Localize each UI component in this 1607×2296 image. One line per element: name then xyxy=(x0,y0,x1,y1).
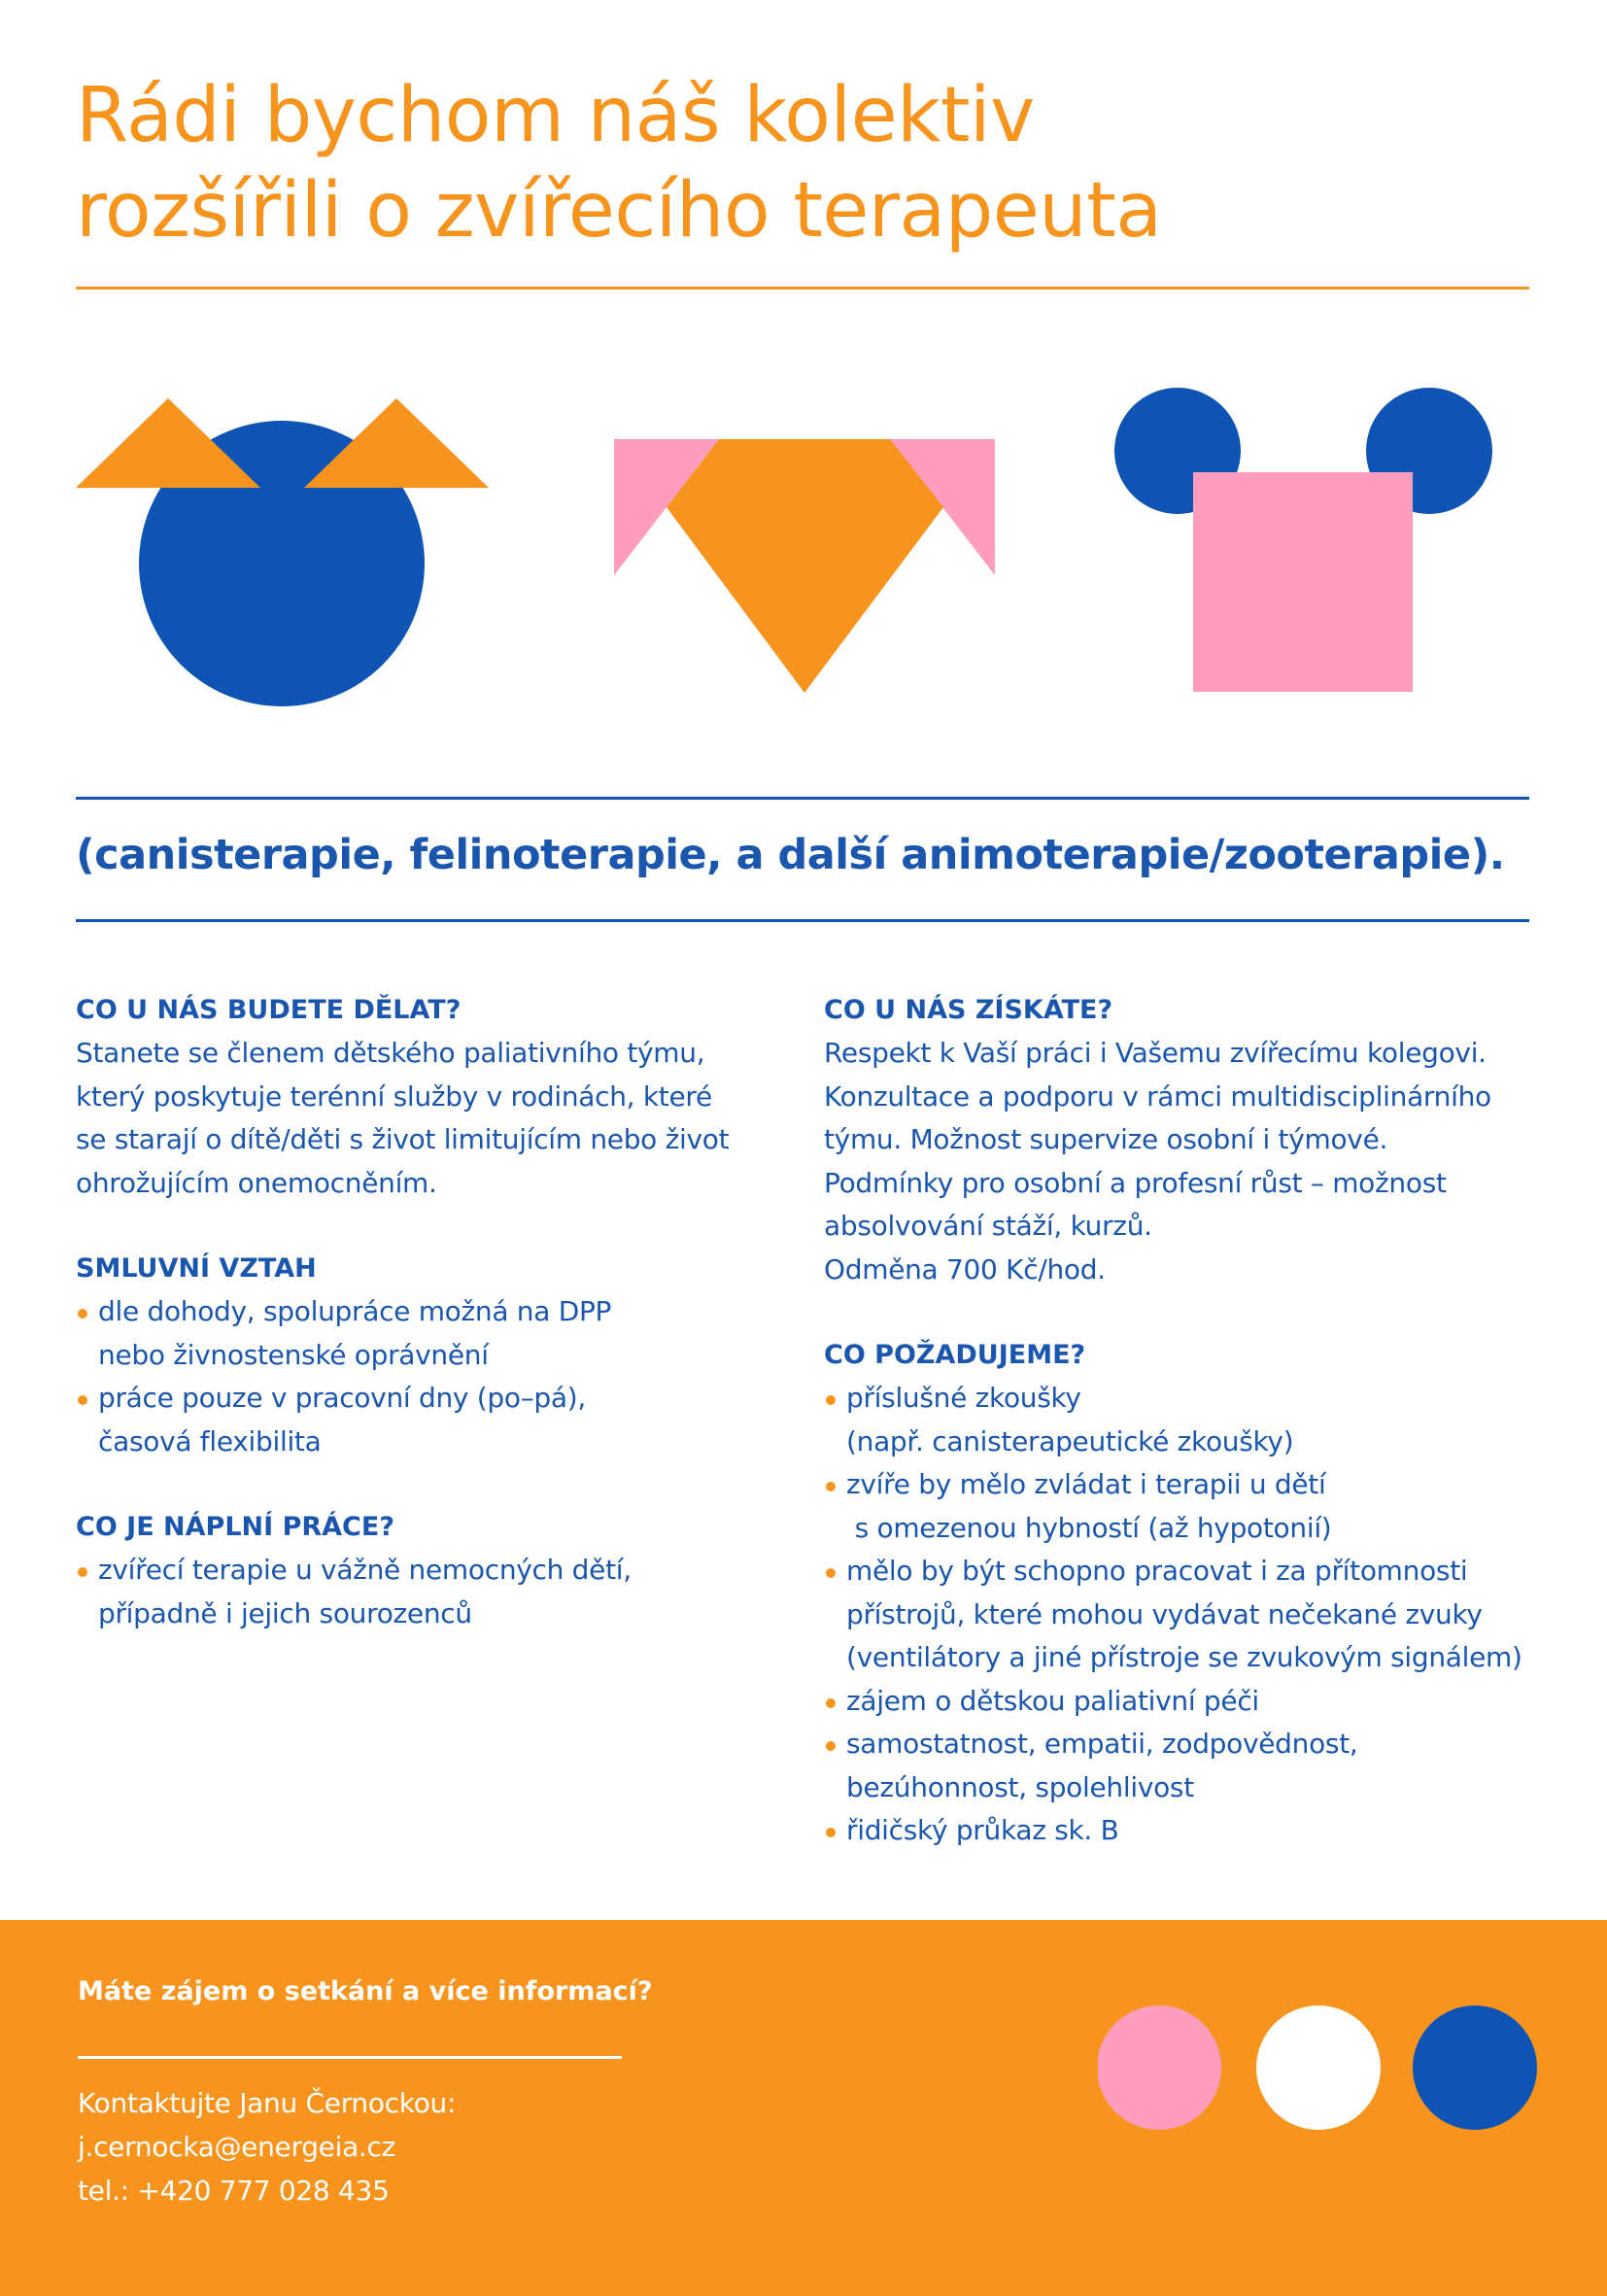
paragraph-line: ohrožujícím onemocněním. xyxy=(76,1166,437,1199)
paragraph-line: Odměna 700 Kč/hod. xyxy=(824,1252,1106,1285)
section-heading: CO U NÁS ZÍSKÁTE? xyxy=(824,995,1113,1025)
cat-head-orange xyxy=(667,439,943,693)
bullet-dot-icon xyxy=(78,1309,87,1319)
section-requirements xyxy=(824,1334,1543,1853)
decorative-circles xyxy=(1098,2005,1545,2142)
footer-divider xyxy=(78,2056,622,2059)
list-item-line: (ventilátory a jiné přístroje se zvukovým signálem) xyxy=(846,1641,1522,1673)
therapy-types-subtitle: (canisterapie, felinoterapie, a další animoterapie/zooterapie). xyxy=(76,831,1505,879)
subtitle-top-divider xyxy=(76,797,1529,800)
bullet-dot-icon xyxy=(826,1482,836,1491)
list-item-line: přístrojů, které mohou vydávat nečekané zvuky xyxy=(846,1597,1483,1630)
list-item xyxy=(824,1680,1543,1724)
list-item xyxy=(824,1377,1543,1463)
list-item-line: příslušné zkoušky xyxy=(846,1382,1081,1414)
section-heading: CO JE NÁPLNÍ PRÁCE? xyxy=(76,1512,394,1542)
section-heading: SMLUVNÍ VZTAH xyxy=(76,1253,317,1284)
page-title xyxy=(76,68,1162,258)
paragraph-line: Stanete se členem dětského paliativního týmu, xyxy=(76,1037,705,1069)
bullet-dot-icon xyxy=(826,1568,836,1578)
section-heading: CO U NÁS BUDETE DĚLAT? xyxy=(76,995,462,1025)
bullet-dot-icon xyxy=(826,1395,836,1405)
contact-email-link[interactable]: j.cernocka@energeia.cz xyxy=(78,2131,396,2163)
contact-label: Kontaktujte Janu Černockou: xyxy=(78,2087,457,2119)
right-column xyxy=(824,989,1543,1896)
bullet-dot-icon xyxy=(78,1395,87,1405)
list-item-line: bezúhonnost, spolehlivost xyxy=(846,1770,1194,1803)
paragraph-line: absolvování stáží, kurzů. xyxy=(824,1210,1152,1242)
contact-footer xyxy=(0,1920,1607,2296)
list-item xyxy=(824,1550,1543,1680)
list-item xyxy=(824,1809,1543,1853)
bullet-dot-icon xyxy=(78,1567,87,1577)
list-item xyxy=(824,1463,1543,1550)
contact-details xyxy=(78,2081,456,2212)
list-item-line: časová flexibilita xyxy=(98,1424,322,1457)
section-job-content xyxy=(76,1506,775,1635)
paragraph-line: se starají o dítě/děti s život limitujícím nebo život xyxy=(76,1123,730,1155)
bullet-dot-icon xyxy=(826,1741,836,1751)
section-what-you-will-do xyxy=(76,989,775,1205)
list-item-line: (např. canisterapeutické zkoušky) xyxy=(846,1424,1294,1457)
contact-phone-link[interactable]: tel.: +420 777 028 435 xyxy=(78,2175,390,2207)
paragraph-line: Podmínky pro osobní a profesní růst – možnost xyxy=(824,1166,1447,1199)
list-item-line: případně i jejich sourozenců xyxy=(98,1596,472,1629)
list-item-line: samostatnost, empatii, zodpovědnost, xyxy=(846,1728,1358,1760)
list-item xyxy=(76,1290,775,1377)
subtitle-bottom-divider xyxy=(76,919,1529,922)
animal-shapes-illustration xyxy=(0,369,1607,719)
pink-circle xyxy=(1098,2005,1221,2130)
list-item-line: zvíře by mělo zvládat i terapii u dětí xyxy=(846,1468,1326,1500)
white-circle xyxy=(1256,2005,1381,2130)
title-line-2: rozšířili o zvířecího terapeuta xyxy=(76,167,1162,255)
list-item-line: dle dohody, spolupráce možná na DPP xyxy=(98,1295,612,1327)
list-item xyxy=(76,1549,775,1635)
paragraph-line: týmu. Možnost supervize osobní i týmové. xyxy=(824,1123,1388,1155)
list-item xyxy=(76,1377,775,1463)
owl-shape xyxy=(76,398,489,706)
list-item-line: zvířecí terapie u vážně nemocných dětí, xyxy=(98,1554,632,1586)
list-item-line: s omezenou hybností (až hypotonií) xyxy=(846,1511,1332,1544)
mouse-shape xyxy=(1114,388,1492,692)
job-content-list xyxy=(76,1549,775,1635)
section-contract xyxy=(76,1248,775,1463)
title-line-1: Rádi bychom náš kolektiv xyxy=(76,72,1035,159)
bullet-dot-icon xyxy=(826,1698,836,1708)
list-item-line: práce pouze v pracovní dny (po–pá), xyxy=(98,1382,586,1414)
contract-list xyxy=(76,1290,775,1463)
title-divider xyxy=(76,287,1529,290)
list-item xyxy=(824,1723,1543,1809)
section-heading: CO POŽADUJEME? xyxy=(824,1340,1086,1370)
list-item-line: zájem o dětskou paliativní péči xyxy=(846,1684,1259,1717)
paragraph-line: který poskytuje terénní služby v rodinách, které xyxy=(76,1079,712,1113)
paragraph-line: Respekt k Vaší práci i Vašemu zvířecímu kolegovi. xyxy=(824,1037,1487,1069)
blue-circle xyxy=(1413,2005,1537,2130)
mouse-head-square xyxy=(1193,472,1413,692)
list-item-line: nebo živnostenské oprávnění xyxy=(98,1338,489,1371)
left-column xyxy=(76,989,775,1678)
bullet-dot-icon xyxy=(826,1828,836,1837)
section-what-you-get xyxy=(824,989,1543,1291)
cat-shape xyxy=(614,439,995,693)
footer-question: Máte zájem o setkání a více informací? xyxy=(78,1976,653,2006)
list-item-line: řidičský průkaz sk. B xyxy=(846,1814,1119,1846)
requirements-list xyxy=(824,1377,1543,1853)
list-item-line: mělo by být schopno pracovat i za přítomnosti xyxy=(846,1555,1468,1587)
paragraph-line: Konzultace a podporu v rámci multidisciplinárního xyxy=(824,1079,1491,1113)
